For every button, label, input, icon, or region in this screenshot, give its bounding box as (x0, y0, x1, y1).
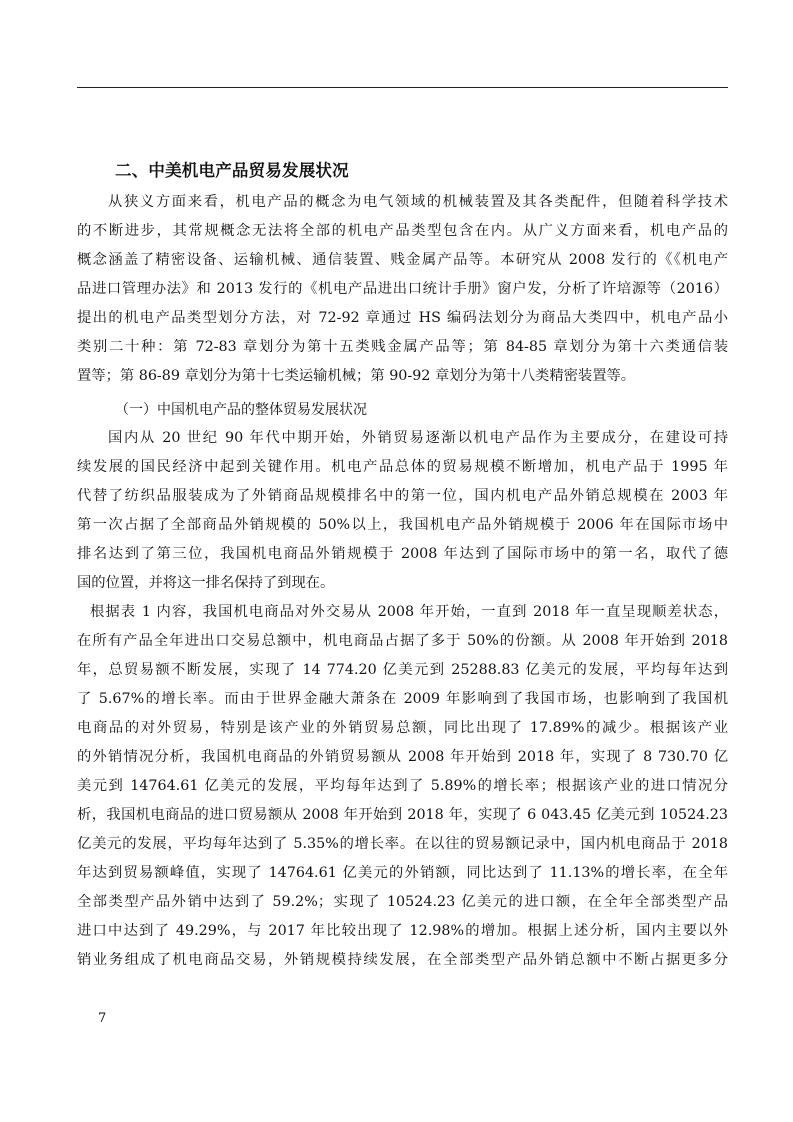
text-line: 国的位置，并将这一排名保持了到现在。 (77, 575, 335, 591)
text-line: 年，总贸易额不断发展，实现了 14 774.20 亿美元到 25288.83 亿美元的发展，平均每年达到 (77, 662, 728, 678)
text-line: 美元到 14764.61 亿美元的发展，平均每年达到了 5.89%的增长率；根据该产业的进口情况分 (77, 778, 728, 794)
text-line: 概念涵盖了精密设备、运输机械、通信装置、贱金属产品等。本研究从 2008 发行的《《机电产 (77, 252, 728, 268)
text-line: 品进口管理办法》和 2013 发行的《机电产品进出口统计手册》窗户发，分析了许培源等（2016） (77, 281, 728, 297)
text-line: 类别二十种：第 72-83 章划分为第十五类贱金属产品等；第 84-85 章划分为第十六类通信装 (77, 339, 728, 355)
text-line: 的不断进步，其常规概念无法将全部的机电产品类型包含在内。从广义方面来看，机电产品的 (77, 223, 728, 239)
text-line: 根据表 1 内容，我国机电商品对外交易从 2008 年开始，一直到 2018 年一直呈现顺差状态， (90, 604, 728, 620)
text-line: 的外销情况分析，我国机电商品的外销贸易额从 2008 年开始到 2018 年，实现了 8 730.70 亿 (77, 749, 728, 765)
page-number: 7 (98, 1011, 107, 1026)
text-line: 全部类型产品外销中达到了 59.2%；实现了 10524.23 亿美元的进口额，在全年全部类型产品 (77, 894, 728, 910)
text-line: 销业务组成了机电商品交易，外销规模持续发展，在全部类型产品外销总额中不断占据更多分 (77, 952, 728, 968)
text-line: 在所有产品全年进出口交易总额中，机电商品占据了多于 50%的份额。从 2008 年开始到 2018 (77, 633, 728, 649)
section-title: 二、中美机电产品贸易发展状况 (115, 161, 349, 180)
text-line: 置等；第 86-89 章划分为第十七类运输机械；第 90-92 章划分为第十八类精密装置等。 (77, 368, 636, 384)
text-line: 电商品的对外贸易，特别是该产业的外销贸易总额，同比出现了 17.89%的减少。根据该产业 (77, 720, 728, 736)
text-line: 进口中达到了 49.29%，与 2017 年比较出现了 12.98%的增加。根据上述分析，国内主要以外 (77, 923, 728, 939)
text-line: 析，我国机电商品的进口贸易额从 2008 年开始到 2018 年，实现了 6 043.45 亿美元到 10524.23 (77, 807, 728, 823)
text-line: 亿美元的发展，平均每年达到了 5.35%的增长率。在以往的贸易额记录中，国内机电商品于 2018 (77, 836, 728, 852)
text-line: 国内从 20 世纪 90 年代中期开始，外销贸易逐渐以机电产品作为主要成分，在建设可持 (108, 430, 728, 446)
text-line: 第一次占据了全部商品外销规模的 50%以上，我国机电产品外销规模于 2006 年在国际市场中 (77, 517, 728, 533)
text-line: 排名达到了第三位，我国机电商品外销规模于 2008 年达到了国际市场中的第一名，取代了德 (77, 546, 728, 562)
text-line: 从狭义方面来看，机电产品的概念为电气领域的机械装置及其各类配件，但随着科学技术 (108, 194, 728, 210)
text-line: 了 5.67%的增长率。而由于世界金融大萧条在 2009 年影响到了我国市场，也影响到了我国机 (77, 691, 728, 707)
text-line: 提出的机电产品类型划分方法，对 72-92 章通过 HS 编码法划分为商品大类四中，机电产品小 (77, 310, 728, 326)
header-rule (77, 87, 728, 88)
text-line: 代替了纺织品服装成为了外销商品规模排名中的第一位，国内机电产品外销总规模在 2003 年 (77, 488, 728, 504)
text-line: 续发展的国民经济中起到关键作用。机电产品总体的贸易规模不断增加，机电产品于 1995 年 (77, 459, 728, 475)
subsection-title: （一）中国机电产品的整体贸易发展状况 (115, 402, 367, 418)
text-line: 年达到贸易额峰值，实现了 14764.61 亿美元的外销额，同比达到了 11.13%的增长率，在全年 (77, 865, 728, 881)
